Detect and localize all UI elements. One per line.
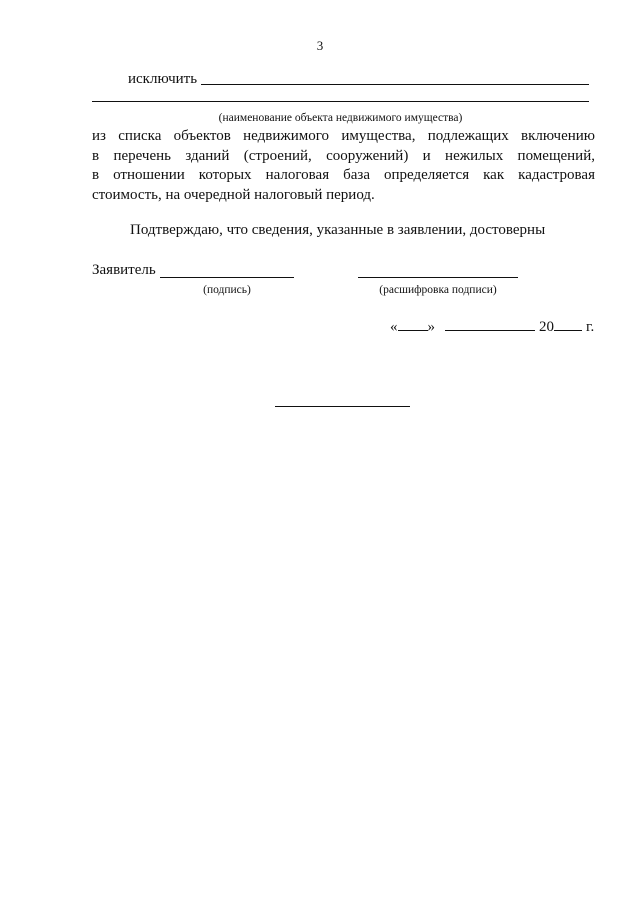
date-month-field[interactable] [445,318,535,331]
paragraph-line: в отношении которых налоговая база определяется как кадастровая [92,167,595,183]
signature-field[interactable] [160,277,294,278]
object-name-caption: (наименование объекта недвижимого имущества) [218,112,463,124]
object-name-field-line-1[interactable] [201,84,589,85]
signature-decode-caption: (расшифровка подписи) [379,284,497,296]
date-year-field[interactable] [554,318,582,331]
applicant-label: Заявитель [92,262,156,278]
signature-caption: (подпись) [203,284,251,296]
date-close-quote: » [427,319,435,335]
signature-decode-field[interactable] [358,277,518,278]
exclude-label: исключить [128,71,198,87]
end-of-document-divider [275,406,410,407]
paragraph-line: стоимость, на очередной налоговый период. [92,186,375,203]
date-day-field[interactable] [398,318,428,331]
page-number: 3 [316,38,324,53]
confirmation-statement: Подтверждаю, что сведения, указанные в заявлении, достоверны [130,222,546,238]
date-century: 20 [539,319,554,335]
object-name-field-line-2[interactable] [92,101,589,102]
date-row [390,318,594,336]
body-paragraph [92,127,595,205]
date-open-quote: « [390,319,398,335]
paragraph-line: в перечень зданий (строений, сооружений) и нежилых помещений, [92,147,595,164]
paragraph-line: из списка объектов недвижимого имущества, подлежащих включению [92,128,595,144]
date-year-suffix: г. [586,319,595,335]
